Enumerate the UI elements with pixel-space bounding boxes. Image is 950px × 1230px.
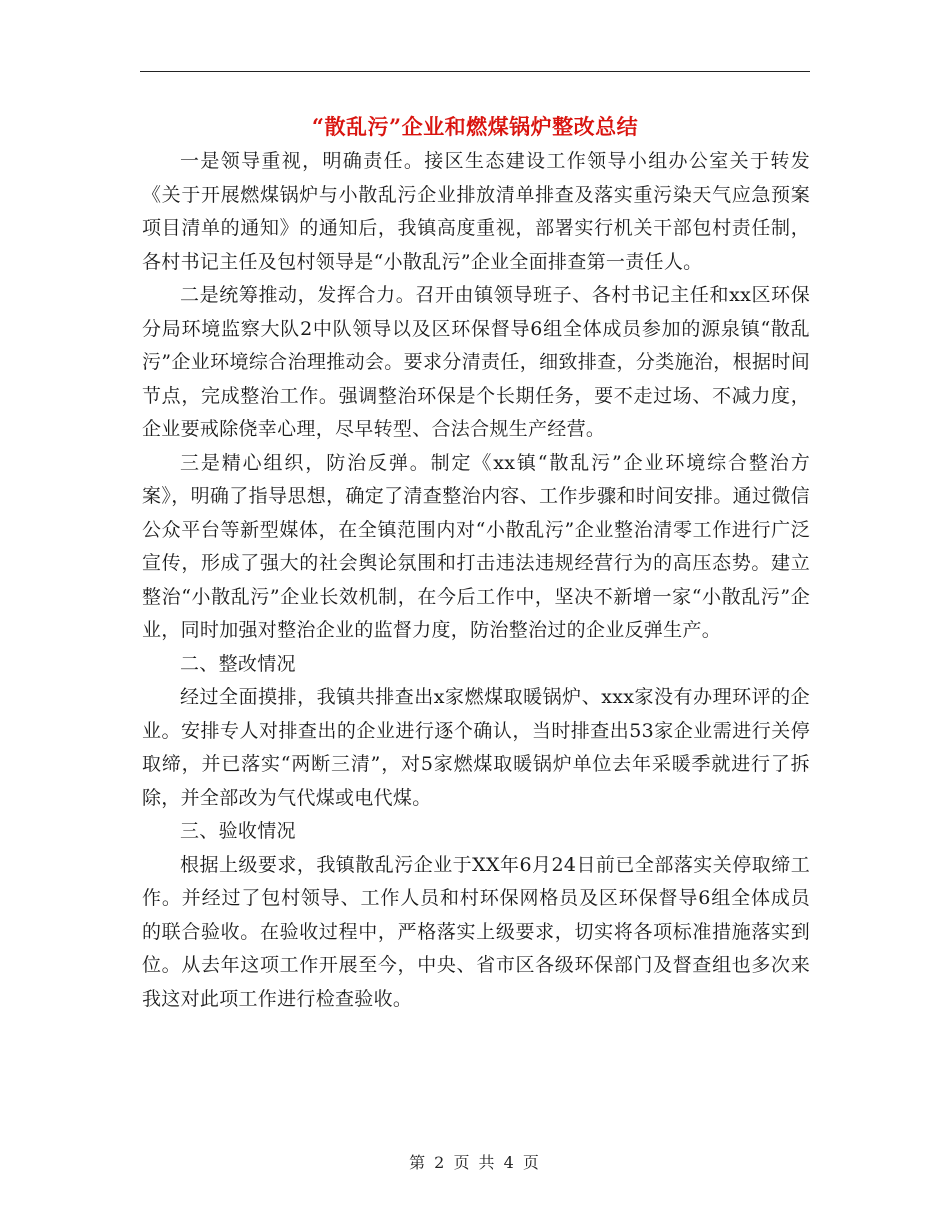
document-body xyxy=(142,145,810,1016)
paragraph-acceptance: 根据上级要求，我镇散乱污企业于XX年6月24日前已全部落实关停取缔工作。并经过了包村领导、工作人员和村环保网格员及区环保督导6组全体成员的联合验收。在验收过程中，严格落实上级要求，切实将各项标准措施落实到位。从去年这项工作开展至今，中央、省市区各级环保部门及督查组也多次来我这对此项工作进行检查验收。 xyxy=(142,853,810,1010)
section-heading-rectification: 二、整改情况 xyxy=(180,652,296,675)
paragraph-organization: 三是精心组织，防治反弹。制定《xx镇“散乱污”企业环境综合整治方案》，明确了指导思想，确定了清查整治内容、工作步骤和时间安排。通过微信公众平台等新型媒体，在全镇范围内对“小散乱污”企业整治清零工作进行广泛宣传，形成了强大的社会舆论氛围和打击违法违规经营行为的高压态势。建立整治“小散乱污”企业长效机制，在今后工作中，坚决不新增一家“小散乱污”企业，同时加强对整治企业的监督力度，防治整治过的企业反弹生产。 xyxy=(142,451,810,641)
header-rule xyxy=(140,71,810,72)
paragraph-coordination: 二是统筹推动，发挥合力。召开由镇领导班子、各村书记主任和xx区环保分局环境监察大队2中队领导以及区环保督导6组全体成员参加的源泉镇“散乱污”企业环境综合治理推动会。要求分清责任，细致排查，分类施治，根据时间节点，完成整治工作。强调整治环保是个长期任务，要不走过场、不减力度，企业要戒除侥幸心理，尽早转型、合法合规生产经营。 xyxy=(142,284,810,440)
section-heading-acceptance: 三、验收情况 xyxy=(180,820,296,842)
document-title: “散乱污”企业和燃煤锅炉整改总结 xyxy=(311,114,639,139)
page-number-footer: 第 2 页 共 4 页 xyxy=(409,1153,541,1172)
paragraph-leadership: 一是领导重视，明确责任。接区生态建设工作领导小组办公室关于转发《关于开展燃煤锅炉与小散乱污企业排放清单排查及落实重污染天气应急预案项目清单的通知》的通知后，我镇高度重视，部署实行机关干部包村责任制，各村书记主任及包村领导是“小散乱污”企业全面排查第一责任人。 xyxy=(142,150,810,273)
paragraph-rectification: 经过全面摸排，我镇共排查出x家燃煤取暖锅炉、xxx家没有办理环评的企业。安排专人对排查出的企业进行逐个确认，当时排查出53家企业需进行关停取缔，并已落实“两断三清”，对5家燃煤取暖锅炉单位去年采暖季就进行了拆除，并全部改为气代煤或电代煤。 xyxy=(142,686,810,809)
